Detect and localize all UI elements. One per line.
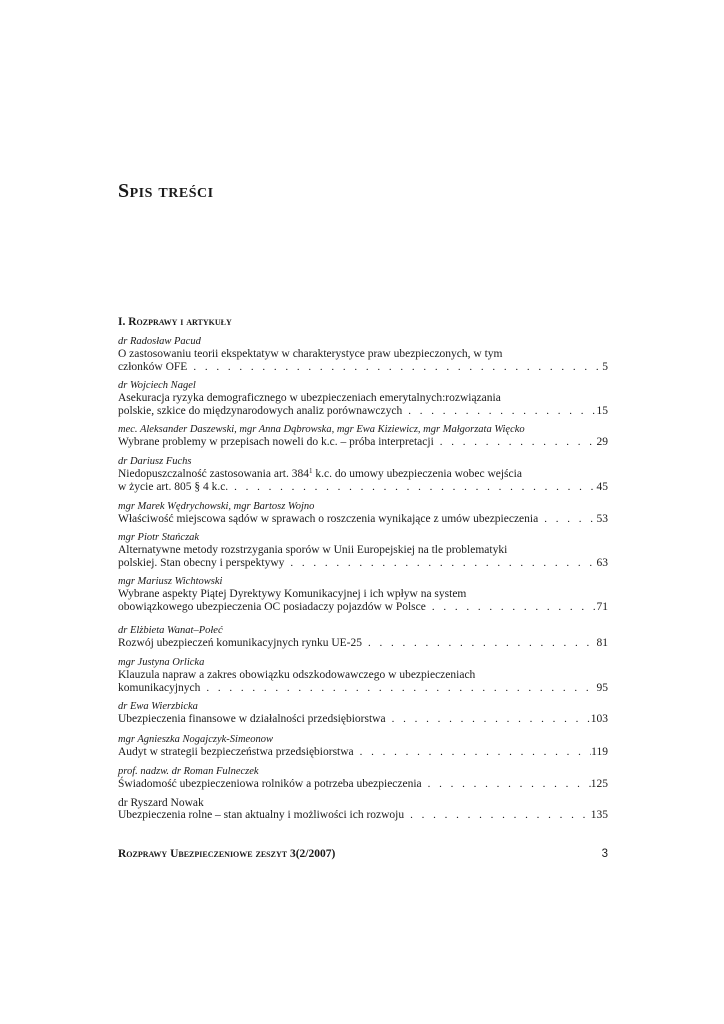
page-title: Spis treści: [118, 180, 214, 202]
entry-last-line: [118, 481, 608, 494]
entry-page: 119: [591, 746, 608, 758]
entry-title-end: obowiązkowego ubezpieczenia OC posiadaczy pojazdów w Polsce: [118, 601, 426, 614]
toc-entry[interactable]: [118, 734, 608, 759]
entry-author: mec. Aleksander Daszewski, mgr Anna Dąbrowska, mgr Ewa Kiziewicz, mgr Małgorzata Więcko: [118, 424, 525, 435]
leader-dots: [290, 557, 596, 570]
entry-title-line: Asekuracja ryzyka demograficznego w ubezpieczeniach emerytalnych:rozwiązania: [118, 392, 501, 404]
toc-entry[interactable]: [118, 625, 608, 650]
leader-dots: [544, 513, 596, 526]
toc-entry[interactable]: [118, 501, 608, 526]
section-heading: I. Rozprawy i artykuły: [118, 316, 232, 328]
entry-author: mgr Justyna Orlicka: [118, 657, 205, 668]
entry-last-line: [118, 436, 608, 449]
entry-last-line: [118, 637, 608, 650]
entry-last-line: [118, 713, 608, 726]
entry-title-end: polskie, szkice do międzynarodowych analiz porównawczych: [118, 405, 403, 418]
leader-dots: [206, 682, 596, 695]
entry-title-end: Ubezpieczenia rolne – stan aktualny i możliwości ich rozwoju: [118, 809, 405, 821]
entry-title-line: Alternatywne metody rozstrzygania sporów w Unii Europejskiej na tle problematyki: [118, 544, 508, 556]
entry-title-line: [118, 468, 608, 481]
entry-author: dr Dariusz Fuchs: [118, 456, 192, 467]
entry-last-line: [118, 601, 608, 614]
entry-title-end: polskiej. Stan obecny i perspektywy: [118, 557, 285, 570]
entry-title-line: Wybrane aspekty Piątej Dyrektywy Komunikacyjnej i ich wpływ na system: [118, 588, 467, 600]
entry-author: mgr Marek Wędrychowski, mgr Bartosz Wojno: [118, 501, 315, 512]
entry-page: 15: [596, 405, 608, 418]
toc-entry[interactable]: [118, 701, 608, 726]
entry-page: 125: [590, 778, 608, 790]
footer-page-number: 3: [601, 848, 608, 860]
superscript: 1: [308, 467, 313, 475]
entry-title-line: O zastosowaniu teorii ekspektatyw w charakterystyce praw ubezpieczonych, w tym: [118, 348, 503, 360]
leader-dots: [392, 713, 591, 726]
toc-entry[interactable]: [118, 576, 608, 615]
entry-author: dr Ewa Wierzbicka: [118, 701, 198, 712]
entry-last-line: [118, 405, 608, 418]
entry-page: 45: [596, 481, 608, 494]
leader-dots: [234, 481, 596, 494]
entry-title-end: Audyt w strategii bezpieczeństwa przedsiębiorstwa: [118, 746, 354, 758]
entry-title-end: Wybrane problemy w przepisach noweli do k.c. – próba interpretacji: [118, 436, 434, 448]
entry-title-end: Właściwość miejscowa sądów w sprawach o roszczenia wynikające z umów ubezpieczenia: [118, 513, 539, 525]
entry-last-line: [118, 809, 608, 822]
entry-last-line: [118, 746, 608, 759]
entry-last-line: [118, 557, 608, 570]
entry-page: 81: [596, 637, 608, 649]
entry-last-line: [118, 778, 608, 791]
toc-entry[interactable]: [118, 336, 608, 375]
entry-author: dr Radosław Pacud: [118, 336, 201, 347]
leader-dots: [440, 436, 597, 449]
entry-author: dr Wojciech Nagel: [118, 380, 196, 391]
entry-title-end: Rozwój ubezpieczeń komunikacyjnych rynku UE-25: [118, 637, 362, 649]
entry-title-text: k.c. do umowy ubezpieczenia wobec wejścia: [312, 468, 522, 480]
toc-entry[interactable]: [118, 797, 608, 822]
entry-page: 53: [596, 513, 608, 525]
entry-author: prof. nadzw. dr Roman Fulneczek: [118, 766, 259, 777]
toc-entry[interactable]: [118, 424, 608, 449]
leader-dots: [368, 637, 597, 650]
leader-dots: [428, 778, 591, 791]
toc-entry[interactable]: [118, 456, 608, 495]
leader-dots: [432, 601, 597, 614]
entry-author: mgr Piotr Stańczak: [118, 532, 200, 543]
entry-title-end: w życie art. 805 § 4 k.c.: [118, 481, 229, 494]
entry-author: dr Elżbieta Wanat–Połeć: [118, 625, 223, 636]
entry-page: 95: [596, 682, 608, 695]
entry-title-text: Niedopuszczalność zastosowania art. 384: [118, 468, 309, 480]
entry-page: 63: [596, 557, 608, 570]
toc-entry[interactable]: [118, 766, 608, 791]
entry-last-line: [118, 682, 608, 695]
entry-author: mgr Agnieszka Nogajczyk-Simeonow: [118, 734, 273, 745]
entry-page: 71: [596, 601, 608, 614]
footer-journal-title: Rozprawy Ubezpieczeniowe zeszyt 3(2/2007): [118, 848, 336, 860]
entry-author: mgr Mariusz Wichtowski: [118, 576, 223, 587]
toc-entry[interactable]: [118, 657, 608, 696]
entry-page: 135: [590, 809, 608, 821]
entry-title-end: Ubezpieczenia finansowe w działalności przedsiębiorstwa: [118, 713, 386, 725]
entry-page: 29: [596, 436, 608, 448]
leader-dots: [408, 405, 596, 418]
toc-entry[interactable]: [118, 380, 608, 419]
entry-last-line: [118, 513, 608, 526]
entry-title-end: komunikacyjnych: [118, 682, 201, 695]
leader-dots: [360, 746, 592, 759]
leader-dots: [193, 361, 602, 374]
entry-page: 5: [602, 361, 608, 374]
leader-dots: [410, 809, 591, 822]
entry-author: dr Ryszard Nowak: [118, 797, 204, 809]
entry-page: 103: [590, 713, 608, 725]
entry-title-end: Świadomość ubezpieczeniowa rolników a potrzeba ubezpieczenia: [118, 778, 422, 790]
entry-last-line: [118, 361, 608, 374]
entry-title-end: członków OFE: [118, 361, 188, 374]
toc-entry[interactable]: [118, 532, 608, 571]
entry-title-line: Klauzula napraw a zakres obowiązku odszkodowawczego w ubezpieczeniach: [118, 669, 476, 681]
